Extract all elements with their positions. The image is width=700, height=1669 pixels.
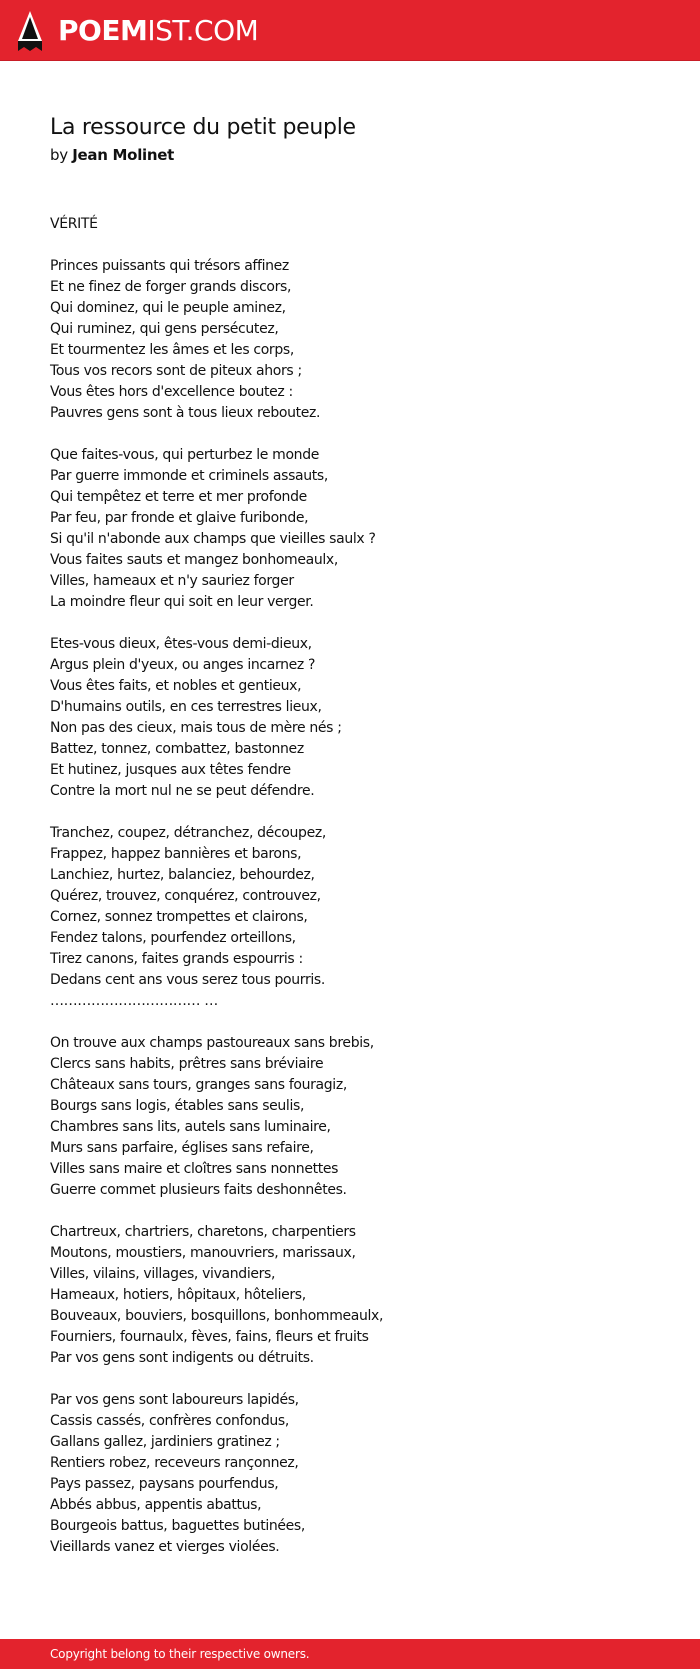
byline-prefix: by: [50, 146, 68, 164]
site-header: [0, 0, 700, 61]
poem-stanza: [50, 1390, 650, 1558]
poem-line: Fourniers, fournaulx, fèves, fains, fleurs et fruits: [50, 1329, 369, 1345]
poem-line: Et tourmentez les âmes et les corps,: [50, 342, 294, 358]
logo-rest-text: IST.COM: [147, 14, 259, 47]
poem-line: Par guerre immonde et criminels assauts,: [50, 468, 328, 484]
poem-stanza: [50, 634, 650, 802]
poem-line: Etes-vous dieux, êtes-vous demi-dieux,: [50, 636, 312, 652]
poem-line: La moindre fleur qui soit en leur verger.: [50, 594, 314, 610]
poem-line: Villes sans maire et cloîtres sans nonnettes: [50, 1161, 339, 1177]
poem-line: Non pas des cieux, mais tous de mère nés ;: [50, 720, 342, 736]
poem-section-heading: VÉRITÉ: [50, 216, 98, 232]
poem-line: Pauvres gens sont à tous lieux reboutez.: [50, 405, 321, 421]
poem-line: Fendez talons, pourfendez orteillons,: [50, 930, 296, 946]
poem-stanza: [50, 1033, 650, 1201]
poem-stanza: [50, 256, 650, 424]
site-footer: [0, 1639, 700, 1669]
stanza-gap: [50, 1201, 650, 1222]
stanza-gap: [50, 235, 650, 256]
poem-line: Frappez, happez bannières et barons,: [50, 846, 302, 862]
poem-line: Qui tempêtez et terre et mer profonde: [50, 489, 307, 505]
poem-line: Et ne finez de forger grands discors,: [50, 279, 292, 295]
poem-line: On trouve aux champs pastoureaux sans brebis,: [50, 1035, 374, 1051]
poem-line: Par feu, par fronde et glaive furibonde,: [50, 510, 309, 526]
poem-line: Villes, vilains, villages, vivandiers,: [50, 1266, 276, 1282]
poem-line: Pays passez, paysans pourfendus,: [50, 1476, 279, 1492]
poem-line: Tous vos recors sont de piteux ahors ;: [50, 363, 302, 379]
poem-line: Rentiers robez, receveurs rançonnez,: [50, 1455, 299, 1471]
poem-line: Bourgs sans logis, étables sans seulis,: [50, 1098, 305, 1114]
poem-line: Moutons, moustiers, manouvriers, marissaux,: [50, 1245, 356, 1261]
poem-line: Abbés abbus, appentis abattus,: [50, 1497, 262, 1513]
poem-line: Tranchez, coupez, détranchez, découpez,: [50, 825, 326, 841]
poem-line: Princes puissants qui trésors affinez: [50, 258, 289, 274]
poem-article: [50, 112, 650, 1558]
site-logo-text: [58, 16, 258, 46]
poem-line: Châteaux sans tours, granges sans fouragiz,: [50, 1077, 347, 1093]
author-link[interactable]: Jean Molinet: [72, 146, 174, 164]
pencil-tip-icon: [18, 11, 42, 51]
poem-line: Cassis cassés, confrères confondus,: [50, 1413, 289, 1429]
poem-line: Dedans cent ans vous serez tous pourris.: [50, 972, 325, 988]
poem-title: La ressource du petit peuple: [50, 115, 356, 140]
poem-line: D'humains outils, en ces terrestres lieux,: [50, 699, 322, 715]
poem-line: Lanchiez, hurtez, balanciez, behourdez,: [50, 867, 315, 883]
poem-line: Chartreux, chartriers, charetons, charpentiers: [50, 1224, 356, 1240]
poem-line: Qui dominez, qui le peuple aminez,: [50, 300, 286, 316]
poem-line: Par vos gens sont indigents ou détruits.: [50, 1350, 314, 1366]
poem-line: Si qu'il n'abonde aux champs que vieilles saulx ?: [50, 531, 376, 547]
poem-line: Villes, hameaux et n'y sauriez forger: [50, 573, 294, 589]
poem-line: Guerre commet plusieurs faits deshonnêtes.: [50, 1182, 347, 1198]
stanza-gap: [50, 613, 650, 634]
poem-stanza: [50, 1222, 650, 1369]
poem-line: Vous êtes hors d'excellence boutez :: [50, 384, 293, 400]
poem-line: Par vos gens sont laboureurs lapidés,: [50, 1392, 299, 1408]
poem-stanza: [50, 445, 650, 613]
poem-line: Bouveaux, bouviers, bosquillons, bonhommeaulx,: [50, 1308, 384, 1324]
poem-line: Chambres sans lits, autels sans luminaire,: [50, 1119, 331, 1135]
poem-line: Battez, tonnez, combattez, bastonnez: [50, 741, 304, 757]
stanza-gap: [50, 424, 650, 445]
stanza-gap: [50, 1012, 650, 1033]
poem-line: Argus plein d'yeux, ou anges incarnez ?: [50, 657, 316, 673]
poem-line: Vous faites sauts et mangez bonhomeaulx,: [50, 552, 338, 568]
poem-line: Murs sans parfaire, églises sans refaire,: [50, 1140, 314, 1156]
poem-line: Que faites-vous, qui perturbez le monde: [50, 447, 319, 463]
poem-line: Bourgeois battus, baguettes butinées,: [50, 1518, 305, 1534]
poem-line: Et hutinez, jusques aux têtes fendre: [50, 762, 291, 778]
copyright-notice: Copyright belong to their respective owners.: [50, 1647, 310, 1661]
poem-line: Vieillards vanez et vierges violées.: [50, 1539, 280, 1555]
poem-line: Qui ruminez, qui gens persécutez,: [50, 321, 279, 337]
stanza-gap: [50, 802, 650, 823]
poem-line: Gallans gallez, jardiniers gratinez ;: [50, 1434, 280, 1450]
poem-line: Clercs sans habits, prêtres sans bréviaire: [50, 1056, 324, 1072]
poem-line: Hameaux, hotiers, hôpitaux, hôteliers,: [50, 1287, 306, 1303]
poem-line: Cornez, sonnez trompettes et clairons,: [50, 909, 308, 925]
poem-line: Contre la mort nul ne se peut défendre.: [50, 783, 315, 799]
poem-line: …………………………… …: [50, 993, 218, 1009]
site-logo-link[interactable]: [18, 10, 258, 52]
stanza-gap: [50, 1369, 650, 1390]
poem-body: [50, 214, 650, 1558]
logo-bold-text: POEM: [58, 14, 148, 47]
poem-line: Vous êtes faits, et nobles et gentieux,: [50, 678, 302, 694]
poem-line: Tirez canons, faites grands espourris :: [50, 951, 303, 967]
poem-byline: [50, 144, 650, 166]
poem-stanza: [50, 823, 650, 1012]
poem-line: Quérez, trouvez, conquérez, controuvez,: [50, 888, 321, 904]
